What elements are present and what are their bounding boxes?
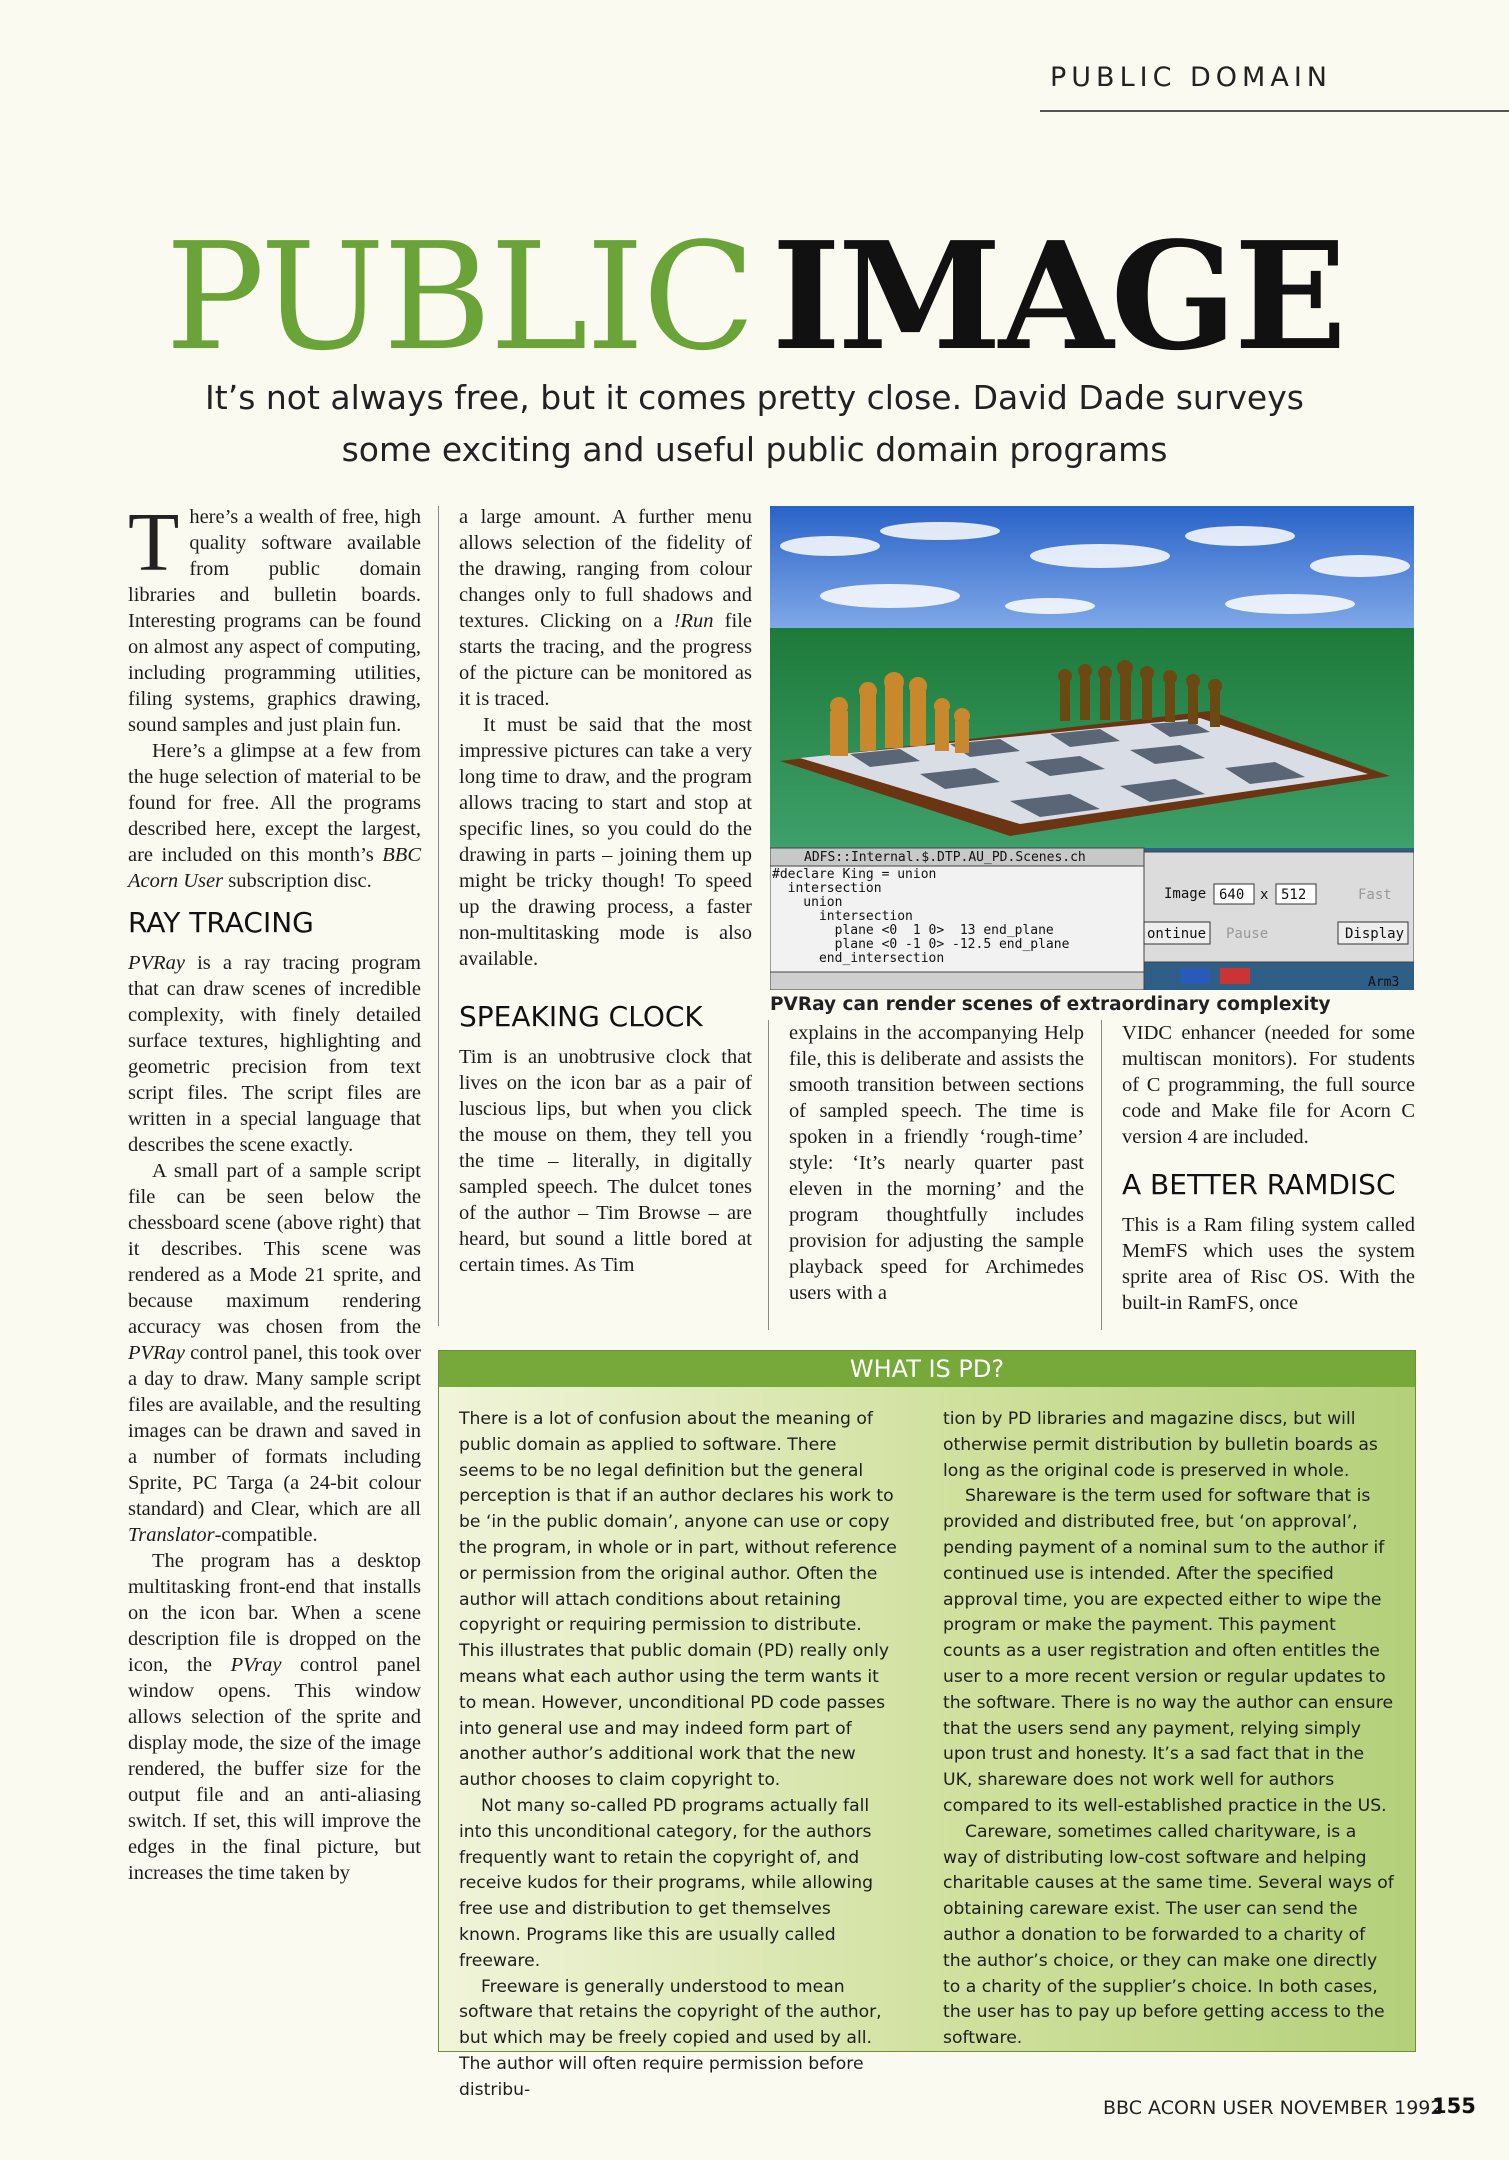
- panel-image-label: Image: [1164, 886, 1207, 902]
- editor-title: ADFS::Internal.$.DTP.AU_PD.Scenes.ch: [804, 850, 1086, 865]
- panel-fast: Fast: [1358, 887, 1392, 903]
- chess-scene-image: [770, 506, 1414, 990]
- page-number: 155: [1432, 2094, 1476, 2118]
- column-1: [128, 496, 421, 1886]
- script-line-6: plane <0 -1 0> -12.5 end_plane: [772, 937, 1070, 952]
- script-line-7: end_intersection: [772, 951, 945, 966]
- what-is-pd-boxout: [438, 1350, 1416, 2100]
- column-3: [789, 1020, 1084, 1306]
- section-label: PUBLIC DOMAIN: [1050, 62, 1332, 93]
- boxout-left-paragraph-3: Freeware is generally understood to mean software that retains the copyright of the author, but which may be freely copied and used by all. The author will often require permission before distribu-: [459, 1976, 882, 2100]
- boxout-right-paragraph-1: tion by PD libraries and magazine discs, but will otherwise permit distribution by bulletin boards as long as the original code is preserved in whole.: [943, 1409, 1378, 1481]
- column-rule-2: [768, 1020, 769, 1330]
- boxout-right-paragraph-3: Careware, sometimes called charityware, is a way of distributing low-cost software and helping charitable causes at the same time. Several ways of obtaining careware exist. The user can send the author a donation to be forwarded to a charity of the author’s choice, or they can make one directly to a charity of the supplier’s choice. In both cases, the user has to pay up before getting access to the software.: [943, 1821, 1394, 2049]
- intro-paragraph-2: Here’s a glimpse at a few from the huge selection of material to be found for free. All the programs described here, except the largest, are included on this month’s BBC Acorn User subscription disc.: [128, 740, 421, 892]
- column-4: [1122, 1020, 1415, 1316]
- clock-paragraph-3: VIDC enhancer (needed for some multiscan monitors). For students of C programming, the full source code and Make file for Acorn C version 4 are included.: [1122, 1022, 1415, 1148]
- ray-paragraph-1: PVRay is a ray tracing program that can draw scenes of incredible complexity, with finely detailed surface textures, highlighting and geometric precision from text script files. The script files are written in a special language that describes the scene exactly.: [128, 952, 421, 1156]
- panel-display-button: Display: [1345, 926, 1405, 942]
- drop-cap: T: [128, 496, 180, 589]
- ramdisc-paragraph-1: This is a Ram filing system called MemFS which uses the system sprite area of Risc OS. With the built-in RamFS, once: [1122, 1214, 1415, 1314]
- panel-pause-button: Pause: [1226, 926, 1269, 942]
- boxout-left-paragraph-1: There is a lot of confusion about the meaning of public domain as applied to software. There seems to be no legal definition but the general perception is that if an author declares his work to be ‘in the public domain’, anyone can use or copy the program, in whole or in part, without reference or permission from the original author. Often the author will attach conditions about retaining copyright or requiring permission to distribute. This illustrates that public domain (PD) really only means what each author using the term wants it to mean. However, unconditional PD code passes into general use and may indeed form part of another author’s additional work that the new author chooses to claim copyright to.: [459, 1409, 897, 1791]
- chess-render-screenshot: [770, 506, 1414, 990]
- panel-continue-button: ontinue: [1147, 926, 1207, 942]
- standfirst: It’s not always free, but it comes pretty close. David Dade surveys some exciting and useful public domain programs: [205, 378, 1304, 469]
- script-line-3: union: [772, 895, 843, 910]
- boxout-right-paragraph-2: Shareware is the term used for software that is provided and distributed free, but ‘on approval’, pending payment of a nominal sum to the author if continued use is intended. After the specified approval time, you are expected either to wipe the program or make the payment. This payment counts as a user registration and often entitles the user to a more recent version or regular updates to the software. There is no way the author can ensure that the users send any payment, relying simply upon trust and honesty. It’s a sad fact that in the UK, shareware does not work well for authors compared to its well-established practice in the US.: [943, 1486, 1394, 1816]
- boxout-left-paragraph-2: Not many so-called PD programs actually fall into this unconditional category, for the authors frequently want to retain the copyright of, and receive kudos for their programs, while allowing free use and distribution to get themselves known. Programs like this are usually called freeware.: [459, 1795, 874, 1971]
- panel-width: 640: [1219, 887, 1245, 903]
- script-line-4: intersection: [772, 909, 913, 924]
- heading-speaking-clock: SPEAKING CLOCK: [459, 1000, 703, 1033]
- heading-better-ramdisc: A BETTER RAMDISC: [1122, 1168, 1396, 1201]
- column-2: [459, 504, 752, 1278]
- iconbar-label: Arm3: [1368, 975, 1400, 990]
- panel-x: x: [1260, 887, 1269, 903]
- clock-paragraph-1: Tim is an unobtrusive clock that lives on the icon bar as a pair of luscious lips, but when you click the mouse on them, they tell you the time – literally, in digitally sampled speech. The dulcet tones of the author – Tim Browse – are heard, but sound a little bored at certain times. As Tim: [459, 1046, 752, 1276]
- script-line-2: intersection: [772, 881, 882, 896]
- headline: [0, 209, 1509, 383]
- photo-caption: PVRay can render scenes of extraordinary complexity: [770, 994, 1331, 1015]
- script-line-1: #declare King = union: [772, 867, 937, 882]
- boxout-left-column: [459, 1407, 897, 2104]
- footer-magazine: BBC ACORN USER NOVEMBER 1992: [1103, 2097, 1443, 2119]
- heading-ray-tracing: RAY TRACING: [128, 906, 314, 939]
- headline-part2: IMAGE: [771, 209, 1344, 383]
- section-rule: [1040, 110, 1509, 112]
- column-rule-3: [1101, 1020, 1102, 1330]
- boxout-right-column: [943, 1407, 1395, 2052]
- column-rule-1: [438, 506, 439, 1326]
- intro-paragraph-1: There’s a wealth of free, high quality software available from public domain libraries and bulletin boards. Interesting programs can be found on almost any aspect of computing, including programming utilities, filing systems, graphics drawing, sound samples and just plain fun.: [128, 496, 421, 736]
- clock-paragraph-2: explains in the accompanying Help file, this is deliberate and assists the smooth transition between sections of sampled speech. The time is spoken in a friendly ‘rough-time’ style: ‘It’s nearly quarter past eleven in the morning’ and the program thoughtfully includes provision for adjusting the sample playback speed for Archimedes users with a: [789, 1022, 1084, 1304]
- script-line-5: plane <0 1 0> 13 end_plane: [772, 923, 1054, 938]
- ray-paragraph-3: The program has a desktop multitasking front-end that installs on the icon bar. When a scene description file is dropped on the icon, the PVray control panel window opens. This window allows selection of the sprite and display mode, the size of the image rendered, the buffer size for the output file and an anti-aliasing switch. If set, this will improve the edges in the final picture, but increases the time taken by: [128, 1550, 421, 1884]
- boxout-heading: WHAT IS PD?: [439, 1351, 1415, 1387]
- ray-paragraph-4: a large amount. A further menu allows selection of the fidelity of the drawing, ranging from colour changes only to full shadows and textures. Clicking on a !Run file starts the tracing, and the progress of the picture can be monitored as it is traced.: [459, 506, 752, 710]
- panel-height: 512: [1281, 887, 1307, 903]
- headline-part1: PUBLIC: [165, 211, 754, 383]
- ray-paragraph-2: A small part of a sample script file can be seen below the chessboard scene (above right) that it describes. This scene was rendered as a Mode 21 sprite, and because maximum rendering accuracy was chosen from the PVRay control panel, this took over a day to draw. Many sample script files are available, and the resulting images can be drawn and saved in a number of formats including Sprite, PC Targa (a 24-bit colour standard) and Clear, which are all Translator-compatible.: [128, 1160, 421, 1546]
- ray-paragraph-5: It must be said that the most impressive pictures can take a very long time to draw, and the program allows tracing to start and stop at specific lines, so you could do the drawing in parts – joining them up might be tricky though! To speed up the drawing process, a faster non-multitasking mode is also available.: [459, 714, 752, 970]
